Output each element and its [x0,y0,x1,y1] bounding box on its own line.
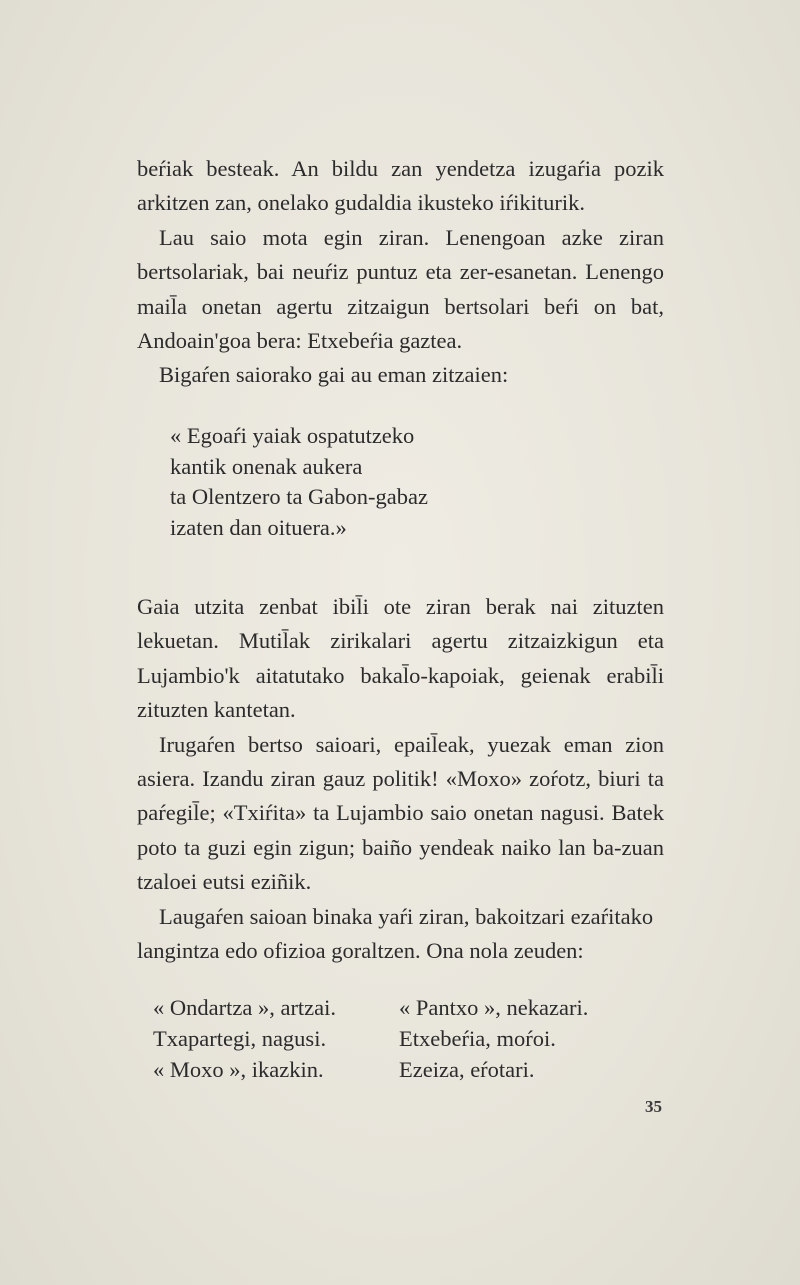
verse-block [170,421,590,543]
role-right: Etxebeŕia, moŕoi. [399,1026,556,1051]
role-left: « Moxo », ikazkin. [153,1057,324,1082]
paragraph-2: Lau saio mota egin ziran. Lenengoan azke ziran bertsolariak, bai neuŕiz puntuz eta zer-esanetan. Lenengo mail̄a onetan agertu zitzaigun bertsolari beŕi on bat, Andoain'goa bera: Etxebeŕia gaztea. [137,224,664,354]
paragraph-4: Gaia utzita zenbat ibil̄i ote ziran berak nai zituzten lekuetan. Mutil̄ak zirikalari agertu zitzaizkigun eta Lujambio'k aitatutako bakal̄o-kapoiak, geienak erabil̄i zituzten kantetan. [137,594,664,723]
verse-line-1: « Egoaŕi yaiak ospatutzeko [170,423,415,448]
roles-row [153,1023,653,1054]
bottom-text-block [137,590,664,968]
paragraph-6: Laugaŕen saioan binaka yaŕi ziran, bakoitzari ezaŕitako langintza edo ofizioa goraltzen. Ona nola zeuden: [137,903,654,964]
paragraph-1: beŕiak besteak. An bildu zan yendetza izugaŕia pozik arkitzen zan, onelako gudaldia ikusteko iŕikiturik. [137,156,664,216]
verse-line-2: kantik onenak aukera [170,453,363,479]
role-left: Txapartegi, nagusi. [153,1026,327,1051]
top-text-block [137,152,664,393]
page-number: 35 [645,1097,662,1116]
roles-row [153,992,653,1023]
role-right: Ezeiza, eŕotari. [399,1057,535,1082]
verse-line-3: ta Olentzero ta Gabon-gabaz [170,484,428,509]
roles-list [153,992,653,1085]
role-right: « Pantxo », nekazari. [399,995,589,1020]
paragraph-3: Bigaŕen saiorako gai au eman zitzaien: [159,362,509,388]
roles-row [153,1054,653,1085]
paragraph-5: Irugaŕen bertso saioari, epail̄eak, yuezak eman zion asiera. Izandu ziran gauz politik! «Moxo» zoŕotz, biuri ta paŕegil̄e; «Txiŕita» ta Lujambio saio onetan nagusi. Batek poto ta guzi egin zigun; baiño yendeak naiko lan ba-zuan tzaloei eutsi eziñik. [137,731,664,895]
role-left: « Ondartza », artzai. [153,995,337,1020]
verse-line-4: izaten dan oituera.» [170,514,347,540]
